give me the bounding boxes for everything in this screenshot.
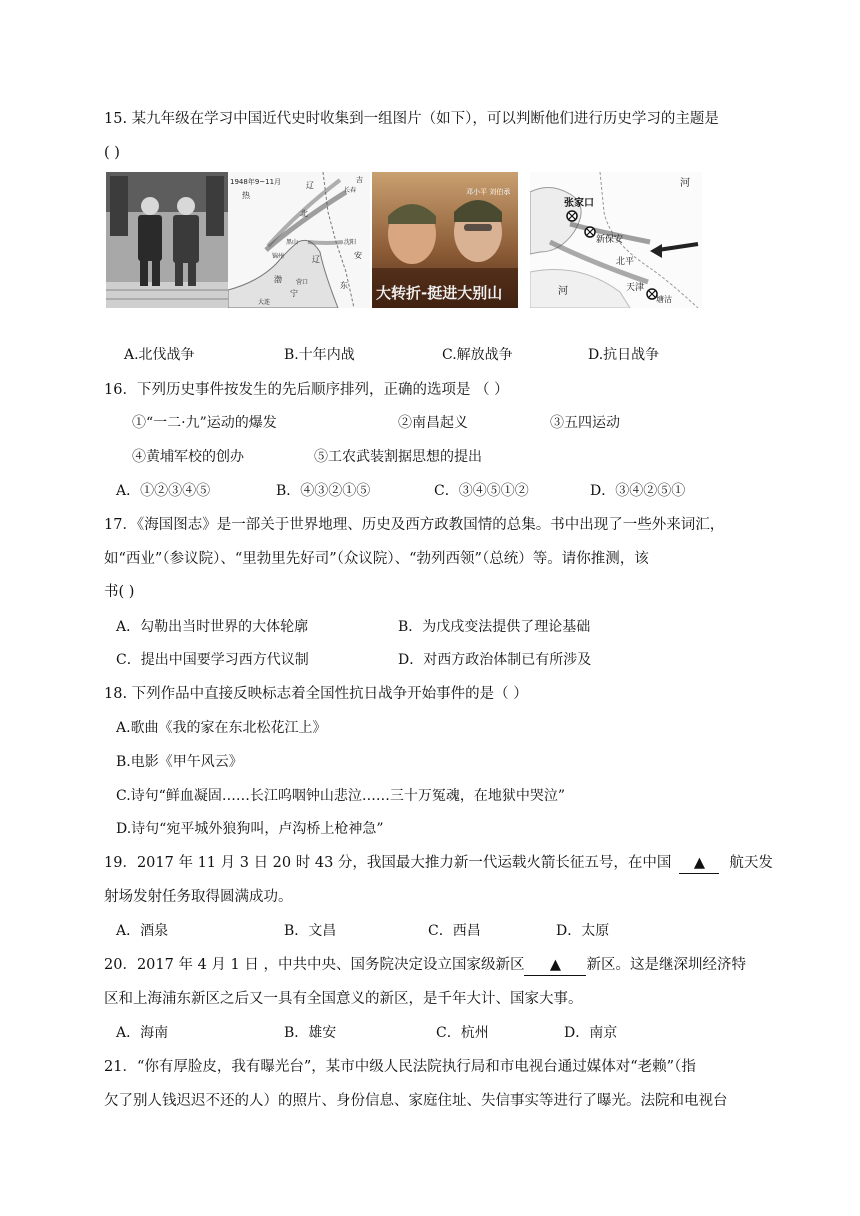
q16-option-c[interactable]: C．③④⑤①② — [434, 483, 529, 499]
q19-stem-line1 — [104, 853, 773, 874]
q15-option-b[interactable]: B.十年内战 — [284, 347, 355, 363]
q17-stem-line2: 如“西业”（参议院）、“里勃里先好司”（众议院）、“勃列西领”（总统）等。请你推测，该 — [104, 551, 649, 567]
map2-label: 河 — [558, 286, 568, 297]
map1-label: 锦州 — [272, 253, 285, 260]
q16-item-4: ④黄埔军校的创办 — [132, 449, 244, 465]
q16-item-5: ⑤工农武装割据思想的提出 — [314, 449, 482, 465]
q15-option-d[interactable]: D.抗日战争 — [588, 347, 660, 363]
q16-item-1: ①“一二·九”运动的爆发 — [132, 415, 277, 431]
q21-stem-line1: 21．“你有厚脸皮，我有曝光台”，某市中级人民法院执行局和市电视台通过媒体对“老赖”（指 — [104, 1059, 696, 1075]
map1-label: 渤 — [274, 275, 282, 284]
q15-map-liaoshen — [228, 172, 370, 308]
q19-option-b[interactable]: B．文昌 — [284, 923, 337, 939]
q19-stem-line2: 射场发射任务取得圆满成功。 — [104, 889, 293, 905]
map2-label: 新保安 — [596, 235, 624, 245]
q16-option-a[interactable]: A．①②③④⑤ — [116, 483, 211, 499]
q18-stem: 18. 下列作品中直接反映标志着全国性抗日战争开始事件的是（ ） — [104, 686, 528, 702]
q18-option-a[interactable]: A.歌曲《我的家在东北松花江上》 — [116, 720, 327, 736]
q15-option-c[interactable]: C.解放战争 — [442, 347, 513, 363]
q18-option-c[interactable]: C.诗句“鲜血凝固……长江呜咽钟山悲泣……三十万冤魂，在地狱中哭泣” — [116, 788, 565, 804]
q19-answer-blank[interactable]: ▲ — [679, 853, 719, 874]
map1-label: 营口 — [296, 279, 309, 286]
q20-answer-blank[interactable]: ▲ — [524, 955, 586, 976]
q16-option-d[interactable]: D．③④②⑤① — [590, 483, 686, 499]
q18-option-b[interactable]: B.电影《甲午风云》 — [116, 754, 243, 770]
q20-stem-text-pre: 20．2017 年 4 月 1 日 ，中共中央、国务院决定设立国家级新区 — [104, 957, 525, 973]
q20-stem-line1 — [104, 955, 746, 976]
map1-date-label: 1948年9~11月 — [230, 178, 282, 186]
q21-stem-line2: 欠了别人钱迟迟不还的人）的照片、身份信息、家庭住址、失信事实等进行了曝光。法院和电视台 — [104, 1093, 728, 1109]
q20-stem-text-post: 新区。这是继深圳经济特 — [586, 957, 746, 973]
map1-label: 宁 — [290, 289, 298, 298]
q20-option-a[interactable]: A．海南 — [116, 1025, 169, 1041]
pingjin-map-illustration — [530, 172, 702, 308]
q19-stem-text-pre: 19．2017 年 11 月 3 日 20 时 43 分，我国最大推力新一代运载火箭长征五号，在中国 — [104, 855, 672, 871]
q15-stem-line2: ( ) — [104, 145, 120, 161]
q15-photo-leaders — [106, 172, 228, 308]
q19-option-c[interactable]: C．西昌 — [428, 923, 481, 939]
map2-label: 北平 — [616, 257, 635, 267]
q15-movie-poster — [372, 172, 518, 308]
q17-stem-line3: 书( ) — [104, 584, 135, 600]
map1-label: 热 — [242, 191, 250, 200]
q15-stem-line1: 15. 某九年级在学习中国近代史时收集到一组图片（如下），可以判断他们进行历史学习的主题是 — [104, 111, 719, 127]
map1-label: 安 — [354, 251, 362, 260]
map1-label: 辽 — [312, 255, 320, 264]
map1-label: 东 — [340, 281, 348, 290]
q15-map-pingjin — [530, 172, 702, 308]
q17-stem-line1: 17．《海国图志》是一部关于世界地理、历史及西方政教国情的总集。书中出现了一些外来词汇， — [104, 517, 725, 533]
leaders-photo-illustration — [106, 172, 228, 308]
q17-option-c[interactable]: C．提出中国要学习西方代议制 — [116, 652, 309, 668]
movie-small-caption: 邓小平 刘伯承 — [466, 188, 511, 196]
q16-option-b[interactable]: B．④③②①⑤ — [276, 483, 371, 499]
map1-label: 黑山 — [286, 239, 299, 246]
q19-option-a[interactable]: A．酒泉 — [116, 923, 169, 939]
q17-option-a[interactable]: A．勾勒出当时世界的大体轮廓 — [116, 619, 309, 635]
q20-option-b[interactable]: B．雄安 — [284, 1025, 337, 1041]
q16-item-3: ③五四运动 — [550, 415, 620, 431]
liaoshen-map-illustration — [228, 172, 370, 308]
map1-label: 大连 — [258, 299, 271, 306]
q19-stem-text-post: 航天发 — [729, 855, 773, 871]
map1-label: 沈阳 — [344, 239, 357, 246]
map1-label: 辽 — [306, 181, 314, 190]
q20-stem-line2: 区和上海浦东新区之后又一具有全国意义的新区，是千年大计、国家大事。 — [104, 991, 583, 1007]
movie-poster-illustration — [372, 172, 518, 308]
map1-label: 北 — [300, 209, 308, 218]
q17-option-b[interactable]: B．为戊戌变法提供了理论基础 — [398, 619, 591, 635]
q17-option-d[interactable]: D．对西方政治体制已有所涉及 — [398, 652, 592, 668]
map2-label: 天津 — [626, 283, 645, 293]
q18-option-d[interactable]: D.诗句“宛平城外狼狗叫，卢沟桥上枪神急” — [116, 821, 384, 837]
q20-option-d[interactable]: D．南京 — [564, 1025, 618, 1041]
map2-label: 河 — [680, 178, 690, 189]
map2-label: 张家口 — [564, 198, 594, 209]
q20-option-c[interactable]: C．杭州 — [436, 1025, 489, 1041]
map1-label: 吉 — [356, 176, 363, 184]
map2-label: 塘沽 — [656, 295, 672, 304]
q16-stem: 16．下列历史事件按发生的先后顺序排列，正确的选项是 （ ） — [104, 382, 509, 398]
q19-option-d[interactable]: D．太原 — [556, 923, 610, 939]
movie-title: 大转折-挺进大别山 — [376, 284, 503, 302]
map1-label: 长春 — [344, 187, 357, 194]
q15-option-a[interactable]: A.北伐战争 — [124, 347, 195, 363]
q16-item-2: ②南昌起义 — [398, 415, 468, 431]
